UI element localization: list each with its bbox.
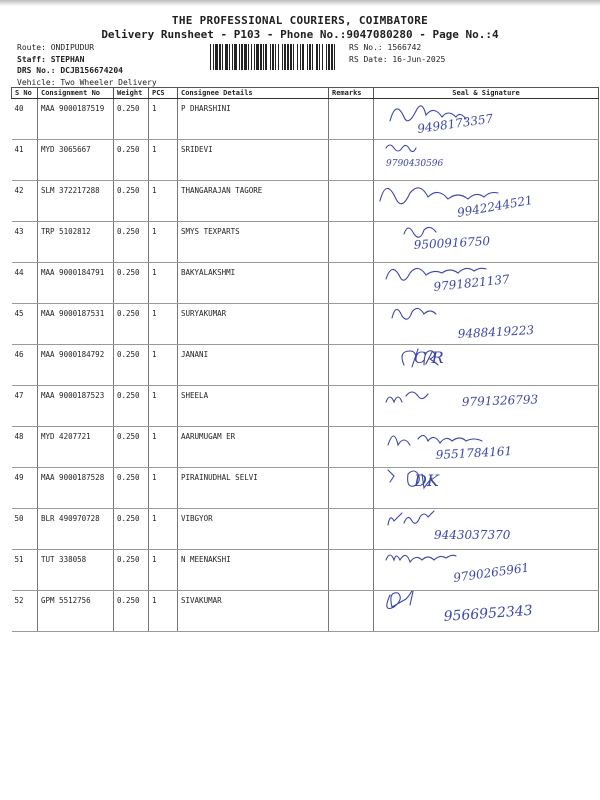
col-header-weight: Weight	[114, 88, 149, 99]
row-sno: 42	[12, 181, 38, 222]
row-remarks	[329, 304, 374, 345]
signature-scribble	[374, 509, 599, 550]
row-consignment-no: GPM 5512756	[38, 591, 114, 632]
row-consignee: BAKYALAKSHMI	[178, 263, 329, 304]
row-signature	[374, 427, 599, 468]
signature-phone-text: 9551784161	[435, 444, 513, 462]
row-consignee: THANGARAJAN TAGORE	[178, 181, 329, 222]
row-signature	[374, 386, 599, 427]
staff-label: Staff: STEPHAN	[17, 54, 85, 64]
row-sno: 48	[12, 427, 38, 468]
row-pcs: 1	[149, 263, 178, 304]
signature-scribble	[374, 468, 599, 509]
row-consignment-no: TRP 5102812	[38, 222, 114, 263]
row-consignment-no: MAA 9000187523	[38, 386, 114, 427]
row-sno: 46	[12, 345, 38, 386]
row-consignee: AARUMUGAM ER	[178, 427, 329, 468]
runsheet-info-right	[349, 42, 445, 66]
table-body	[12, 99, 599, 632]
table-header-row	[12, 88, 599, 99]
signature-scribble	[374, 304, 599, 345]
row-consignment-no: TUT 338058	[38, 550, 114, 591]
row-consignee: PIRAINUDHAL SELVI	[178, 468, 329, 509]
company-title: THE PROFESSIONAL COURIERS, COIMBATORE	[171, 14, 429, 27]
signature-phone-text: 9791821137	[432, 272, 511, 294]
col-header-consignment: Consignment No	[38, 88, 114, 99]
row-remarks	[329, 591, 374, 632]
col-header-remarks: Remarks	[329, 88, 374, 99]
col-header-sno: S No	[12, 88, 38, 99]
row-pcs: 1	[149, 386, 178, 427]
row-remarks	[329, 386, 374, 427]
row-consignment-no: MAA 9000184792	[38, 345, 114, 386]
row-signature	[374, 263, 599, 304]
table-row	[12, 181, 599, 222]
row-weight: 0.250	[114, 263, 149, 304]
row-signature	[374, 99, 599, 140]
signature-phone-text: 9566952343	[443, 602, 534, 625]
row-weight: 0.250	[114, 345, 149, 386]
scan-shadow	[0, 0, 600, 6]
row-weight: 0.250	[114, 386, 149, 427]
row-sno: 47	[12, 386, 38, 427]
row-consignment-no: MAA 9000187531	[38, 304, 114, 345]
row-weight: 0.250	[114, 304, 149, 345]
row-weight: 0.250	[114, 99, 149, 140]
row-sno: 51	[12, 550, 38, 591]
row-remarks	[329, 222, 374, 263]
row-pcs: 1	[149, 509, 178, 550]
row-consignee: VIBGYOR	[178, 509, 329, 550]
signature-phone-text: 9443037370	[434, 528, 511, 542]
signature-stroke	[388, 511, 434, 525]
signature-phone-text: 9790430596	[386, 159, 444, 169]
signature-phone-text: 9942244521	[456, 192, 534, 220]
drs-number: DRS No.: DCJB156674204	[17, 66, 123, 75]
row-remarks	[329, 263, 374, 304]
row-weight: 0.250	[114, 427, 149, 468]
row-signature	[374, 181, 599, 222]
row-signature	[374, 304, 599, 345]
runsheet-table	[11, 87, 599, 632]
table-row	[12, 468, 599, 509]
row-pcs: 1	[149, 427, 178, 468]
row-pcs: 1	[149, 468, 178, 509]
route-label: Route: ONDIPUDUR	[17, 43, 95, 52]
row-remarks	[329, 550, 374, 591]
signature-scribble	[374, 427, 599, 468]
row-sno: 49	[12, 468, 38, 509]
row-pcs: 1	[149, 550, 178, 591]
signature-stroke	[392, 308, 436, 319]
row-pcs: 1	[149, 99, 178, 140]
table-row	[12, 386, 599, 427]
signature-phone-text: 9791326793	[461, 392, 539, 409]
table-row	[12, 550, 599, 591]
signature-phone-text: DK	[414, 471, 439, 490]
signature-stroke	[386, 145, 416, 152]
row-consignment-no: SLM 372217288	[38, 181, 114, 222]
table-row	[12, 140, 599, 181]
row-weight: 0.250	[114, 509, 149, 550]
row-pcs: 1	[149, 181, 178, 222]
row-weight: 0.250	[114, 550, 149, 591]
row-remarks	[329, 345, 374, 386]
row-weight: 0.250	[114, 222, 149, 263]
row-consignment-no: MYD 3065667	[38, 140, 114, 181]
col-header-pcs: PCS	[149, 88, 178, 99]
row-pcs: 1	[149, 140, 178, 181]
col-header-seal: Seal & Signature	[374, 88, 599, 99]
row-weight: 0.250	[114, 468, 149, 509]
table-row	[12, 99, 599, 140]
table-row	[12, 591, 599, 632]
signature-scribble	[374, 345, 599, 386]
row-consignee: N MEENAKSHI	[178, 550, 329, 591]
signature-stroke	[387, 591, 414, 609]
row-consignment-no: MAA 9000184791	[38, 263, 114, 304]
row-consignment-no: MYD 4207721	[38, 427, 114, 468]
signature-stroke	[386, 392, 428, 402]
row-sno: 44	[12, 263, 38, 304]
row-consignee: SIVAKUMAR	[178, 591, 329, 632]
row-weight: 0.250	[114, 591, 149, 632]
row-remarks	[329, 468, 374, 509]
row-consignment-no: MAA 9000187519	[38, 99, 114, 140]
row-pcs: 1	[149, 222, 178, 263]
row-remarks	[329, 99, 374, 140]
signature-stroke	[404, 227, 436, 237]
runsheet-barcode	[210, 44, 338, 70]
table-row	[12, 345, 599, 386]
row-sno: 50	[12, 509, 38, 550]
row-remarks	[329, 509, 374, 550]
row-signature	[374, 509, 599, 550]
runsheet-subtitle: Delivery Runsheet - P103 - Phone No.:9047080280 - Page No.:4	[101, 28, 499, 41]
row-signature	[374, 345, 599, 386]
row-consignee: SURYAKUMAR	[178, 304, 329, 345]
table-row	[12, 263, 599, 304]
vehicle-label: Vehicle: Two Wheeler Delivery	[17, 77, 157, 87]
col-header-consignee: Consignee Details	[178, 88, 329, 99]
row-weight: 0.250	[114, 140, 149, 181]
row-consignee: SMYS TEXPARTS	[178, 222, 329, 263]
table-row	[12, 304, 599, 345]
signature-scribble	[374, 181, 599, 222]
row-consignment-no: MAA 9000187528	[38, 468, 114, 509]
signature-stroke	[386, 555, 456, 562]
row-consignee: P DHARSHINI	[178, 99, 329, 140]
signature-scribble	[374, 140, 599, 181]
table-row	[12, 427, 599, 468]
row-consignee: SHEELA	[178, 386, 329, 427]
signature-scribble	[374, 99, 599, 140]
table-row	[12, 509, 599, 550]
row-signature	[374, 468, 599, 509]
row-consignee: JANANI	[178, 345, 329, 386]
signature-scribble	[374, 386, 599, 427]
row-sno: 52	[12, 591, 38, 632]
signature-phone-text: C/R	[414, 348, 444, 367]
row-sno: 43	[12, 222, 38, 263]
row-pcs: 1	[149, 304, 178, 345]
signature-phone-text: 9498173357	[416, 111, 495, 136]
row-signature	[374, 140, 599, 181]
signature-phone-text: 9790265961	[452, 560, 531, 585]
row-signature	[374, 222, 599, 263]
row-remarks	[329, 181, 374, 222]
signature-scribble	[374, 550, 599, 591]
signature-phone-text: 9500916750	[413, 234, 491, 252]
row-weight: 0.250	[114, 181, 149, 222]
row-sno: 40	[12, 99, 38, 140]
signature-scribble	[374, 591, 599, 632]
row-consignee: SRIDEVI	[178, 140, 329, 181]
signature-stroke	[388, 435, 482, 445]
row-pcs: 1	[149, 345, 178, 386]
signature-scribble	[374, 263, 599, 304]
table-row	[12, 222, 599, 263]
row-remarks	[329, 427, 374, 468]
rs-date: RS Date: 16-Jun-2025	[349, 55, 446, 64]
row-signature	[374, 550, 599, 591]
row-pcs: 1	[149, 591, 178, 632]
row-signature	[374, 591, 599, 632]
row-sno: 41	[12, 140, 38, 181]
signature-scribble	[374, 222, 599, 263]
row-sno: 45	[12, 304, 38, 345]
signature-phone-text: 9488419223	[457, 323, 535, 341]
runsheet-info-left	[17, 42, 157, 88]
rs-number: RS No.: 1566742	[349, 43, 422, 52]
row-consignment-no: BLR 490970728	[38, 509, 114, 550]
row-remarks	[329, 140, 374, 181]
